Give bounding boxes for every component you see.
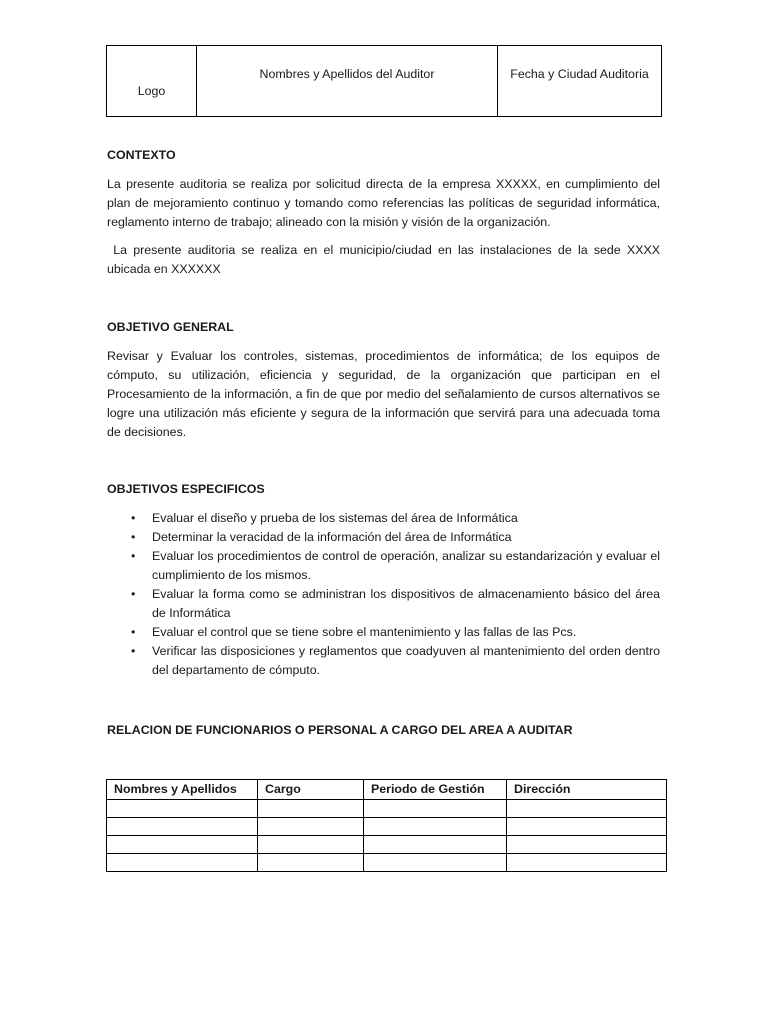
- bullet-icon: •: [131, 644, 136, 658]
- date-city-cell: Fecha y Ciudad Auditoria: [498, 46, 662, 117]
- table-cell[interactable]: [507, 854, 667, 872]
- header-table: [106, 45, 662, 117]
- list-item: • Determinar la veracidad de la información del área de Informática: [107, 528, 660, 547]
- bullet-icon: •: [131, 549, 136, 563]
- contexto-paragraph-2: La presente auditoria se realiza en el municipio/ciudad en las instalaciones de la sede XXXX ubicada en XXXXXX: [107, 243, 664, 276]
- list-item: • Verificar las disposiciones y reglamentos que coadyuven al mantenimiento del orden dentro del departamento de cómputo.: [131, 644, 660, 677]
- list-item: • Evaluar los procedimientos de control de operación, analizar su estandarización y evaluar el cumplimiento de los mismos.: [131, 549, 660, 582]
- list-item: • Evaluar la forma como se administran los dispositivos de almacenamiento básico del área de Informática: [131, 587, 660, 620]
- column-header: Nombres y Apellidos: [107, 780, 258, 800]
- objetivos-list: [107, 509, 660, 680]
- table-cell[interactable]: [258, 854, 364, 872]
- column-header: Periodo de Gestión: [364, 780, 507, 800]
- table-cell[interactable]: [364, 854, 507, 872]
- table-cell[interactable]: [258, 800, 364, 818]
- table-cell[interactable]: [107, 836, 258, 854]
- table-row: [107, 818, 667, 836]
- table-cell[interactable]: [258, 818, 364, 836]
- staff-table: [106, 779, 667, 872]
- objetivos-especificos-section: [107, 480, 660, 680]
- table-row: [107, 800, 667, 818]
- column-header: Dirección: [507, 780, 667, 800]
- objetivo-general-heading: OBJETIVO GENERAL: [107, 320, 234, 334]
- relacion-heading: RELACION DE FUNCIONARIOS O PERSONAL A CARGO DEL AREA A AUDITAR: [107, 723, 573, 737]
- table-cell[interactable]: [364, 818, 507, 836]
- list-item: • Evaluar el control que se tiene sobre el mantenimiento y las fallas de las Pcs.: [107, 623, 660, 642]
- list-item: • Evaluar el diseño y prueba de los sistemas del área de Informática: [107, 509, 660, 528]
- table-row: [107, 836, 667, 854]
- table-cell[interactable]: [507, 818, 667, 836]
- objetivos-especificos-heading: OBJETIVOS ESPECIFICOS: [107, 482, 265, 496]
- column-header: Cargo: [258, 780, 364, 800]
- contexto-paragraph-1: La presente auditoria se realiza por solicitud directa de la empresa XXXXX, en cumplimiento del plan de mejoramiento continuo y tomando como referencias las políticas de seguridad informática, reglamento interno de trabajo; alineado con la misión y visión de la organización.: [107, 177, 660, 229]
- bullet-icon: •: [131, 530, 136, 544]
- table-cell[interactable]: [258, 836, 364, 854]
- table-cell[interactable]: [364, 836, 507, 854]
- table-cell[interactable]: [107, 854, 258, 872]
- table-cell[interactable]: [107, 818, 258, 836]
- table-cell[interactable]: [507, 800, 667, 818]
- table-cell[interactable]: [364, 800, 507, 818]
- table-row: [107, 854, 667, 872]
- table-header-row: [107, 780, 667, 800]
- relacion-section: [107, 721, 660, 740]
- contexto-heading: CONTEXTO: [107, 148, 176, 162]
- bullet-icon: •: [131, 511, 136, 525]
- table-cell[interactable]: [507, 836, 667, 854]
- objetivo-general-paragraph: Revisar y Evaluar los controles, sistemas, procedimientos de informática; de los equipos de cómputo, su utilización, eficiencia y seguridad, de la organización que participan en el Procesamiento de la información, a fin de que por medio del señalamiento de cursos alternativos se logre una utilización más eficiente y segura de la información que servirá para una adecuada toma de decisiones.: [107, 349, 660, 439]
- table-cell[interactable]: [107, 800, 258, 818]
- auditor-name-cell: Nombres y Apellidos del Auditor: [197, 46, 498, 117]
- logo-cell: Logo: [107, 46, 197, 117]
- bullet-icon: •: [131, 587, 136, 601]
- contexto-section: [107, 146, 664, 279]
- objetivo-general-section: [107, 318, 660, 442]
- bullet-icon: •: [131, 625, 136, 639]
